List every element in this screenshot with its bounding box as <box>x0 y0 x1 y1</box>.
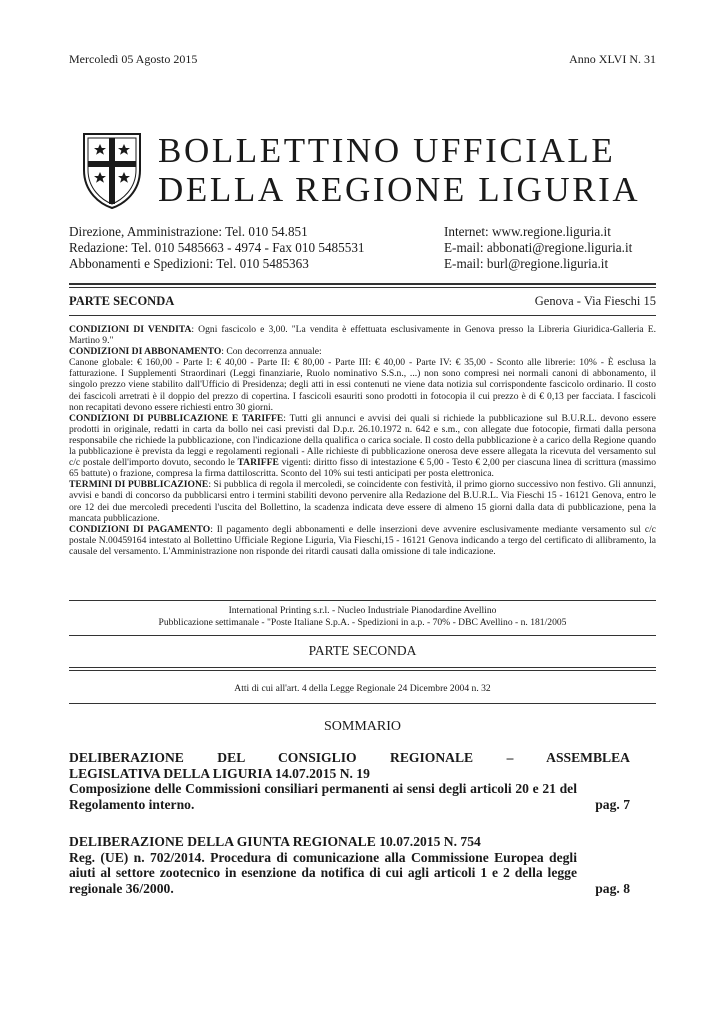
divider <box>69 670 656 671</box>
contacts-right <box>444 224 656 272</box>
atti-note: Atti di cui all'art. 4 della Legge Regionale 24 Dicembre 2004 n. 32 <box>234 683 491 694</box>
condition-termini <box>69 479 656 523</box>
condition-pagamento <box>69 524 656 557</box>
bulletin-title <box>158 131 640 209</box>
divider <box>69 667 656 668</box>
entry-page-ref[interactable]: pag. 7 <box>595 796 630 812</box>
condition-text: : Si pubblica di regola il mercoledì, se coincidente con festività, il primo giorno successivo non festivo. Gli annunzi, avvisi e bandi di concorso da pubblicarsi entro i termini stabiliti devono pervenire alla Redazione del B.U.R.L. Via Fieschi 15 - 16121 Genova, entro le ore 12 dei due mercoledì precedenti l'uscita del Bollettino, la scadenza indicata deve essere di almeno 15 giorni dalla data di pubblicazione, pena la mancata pubblicazione. <box>69 479 656 524</box>
condition-text: vigenti: diritto fisso di intestazione € 5,00 - Testo € 2,00 per ciascuna linea di scrittura (massimo 65 battute) o frazione, compresa la firma dattiloscritta. Sconto del 10% sui testi anticipati per posta elettronica. <box>69 457 656 480</box>
condition-text: : Tutti gli annunci e avvisi dei quali si richiede la pubblicazione sul B.U.R.L. devono essere prodotti in originale, redatti in carta da bollo nei casi previsti dal D.p.r. 26.10.1972 n. 642 e s.m., con allegate due fotocopie, firmati dalla persona responsabile che richiede la pubblicazione, con l'indicazione della qualifica o carica sociale. Il costo della pubblicazione è a carico della Regione quando la pubblicazione è prevista da leggi e regolamenti regionali - Alle richieste di pubblicazione onerosa deve essere allegata la ricevuta del versamento sul c/c postale dell'importo dovuto, secondo le <box>69 412 656 469</box>
publication-line: Pubblicazione settimanale - "Poste Italiane S.p.A. - Spedizioni in a.p. - 70% - DBC Avellino - n. 181/2005 <box>158 617 567 628</box>
printing-info <box>69 605 656 629</box>
condition-text: : Ogni fascicolo e 3,00. "La vendita è effettuata esclusivamente in Genova presso la Libreria Giuridica-Galleria E. Martino 9." <box>69 324 656 347</box>
condition-abbonamento <box>69 346 656 357</box>
masthead <box>78 130 640 210</box>
printer-line: International Printing s.r.l. - Nucleo Industriale Pianodardine Avellino <box>228 605 497 616</box>
issue-date: Mercoledì 05 Agosto 2015 <box>69 52 198 66</box>
section-title: PARTE SECONDA <box>308 643 417 658</box>
divider <box>69 287 656 288</box>
entry-heading: LEGISLATIVA DELLA LIGURIA 14.07.2015 N. 19 <box>69 765 370 781</box>
condition-label: TERMINI DI PUBBLICAZIONE <box>69 479 209 491</box>
contact-direzione: Direzione, Amministrazione: Tel. 010 54.851 <box>69 224 308 239</box>
contact-email-abbonati: E-mail: abbonati@regione.liguria.it <box>444 240 633 255</box>
title-line-1: BOLLETTINO UFFICIALE <box>158 131 616 170</box>
entry-description: Reg. (UE) n. 702/2014. Procedura di comunicazione alla Commissione Europea degli aiuti al settore zootecnico in esenzione da notifica di cui agli articoli 1 e 2 della legge regionale 36/2000. <box>69 849 577 896</box>
sommario-entry[interactable] <box>69 834 630 896</box>
condition-label: CONDIZIONI DI PAGAMENTO <box>69 523 211 535</box>
entry-description-row <box>69 850 630 897</box>
condition-label: CONDIZIONI DI VENDITA <box>69 324 192 335</box>
address-label: Genova - Via Fieschi 15 <box>534 294 656 308</box>
title-line-2: DELLA REGIONE LIGURIA <box>158 170 641 209</box>
contact-email-burl: E-mail: burl@regione.liguria.it <box>444 256 609 271</box>
parte-label: PARTE SECONDA <box>69 294 175 308</box>
condition-pubblicazione <box>69 413 656 480</box>
divider <box>69 703 656 704</box>
condition-abbonamento-body: Canone globale: € 160,00 - Parte I: € 40,00 - Parte II: € 80,00 - Parte III: € 40,00 - Parte IV: € 35,00 - Sconto alle librerie: 10% - È esclusa la fatturazione. I Supplementi Straordinari (Leggi finanziarie, Ruolo nominativo S.S.n., ...) non sono compresi nei normali canoni di abbonamento, il singolo prezzo viene stabilito dall'Ufficio di Presidenza; degli atti in essi contenuti ne viene data notizia sul corrispondente fascicolo ordinario. Il costo dei fascicoli arretrati è il doppio del prezzo di copertina. I fascicoli esauriti sono prodotti in fotocopia il cui prezzo è di € 0,13 per facciata. I fascicoli non recapitati devono essere richiesti entro 30 giorni. <box>69 357 656 413</box>
condition-label: CONDIZIONI DI PUBBLICAZIONE E TARIFFE <box>69 412 284 424</box>
condition-label: TARIFFE <box>237 457 279 469</box>
divider <box>69 315 656 316</box>
entry-page-ref[interactable]: pag. 8 <box>595 880 630 896</box>
entry-description: Composizione delle Commissioni consiliari permanenti ai sensi degli articoli 20 e 21 del Regolamento interno. <box>69 781 577 812</box>
entry-heading: DELIBERAZIONE DEL CONSIGLIO REGIONALE – ASSEMBLEA <box>69 750 630 765</box>
region-liguria-emblem-icon <box>78 130 146 210</box>
contact-abbonamenti: Abbonamenti e Spedizioni: Tel. 010 5485363 <box>69 256 309 271</box>
contacts-left <box>69 224 365 272</box>
divider <box>69 635 656 636</box>
sommario-title: SOMMARIO <box>323 719 401 734</box>
conditions-block <box>69 324 656 557</box>
contacts-block <box>69 224 656 272</box>
entry-heading: DELIBERAZIONE DELLA GIUNTA REGIONALE 10.07.2015 N. 754 <box>69 834 481 849</box>
condition-label: CONDIZIONI DI ABBONAMENTO <box>69 346 222 358</box>
contact-internet: Internet: www.regione.liguria.it <box>444 224 611 239</box>
entry-description-row <box>69 781 630 812</box>
condition-text: : Il pagamento degli abbonamenti e delle inserzioni deve avvenire esclusivamente mediante versamento sul c/c postale N.00459164 intestato al Bollettino Ufficiale Regione Liguria, Via Fieschi,15 - 16121 Genova indicando a tergo del certificato di allibramento, la causale del versamento. L'Amministrazione non risponde dei ritardi causati dalla omissione di tale indicazione. <box>69 523 656 557</box>
parte-bar <box>69 294 656 309</box>
condition-vendita <box>69 324 656 346</box>
divider <box>69 600 656 601</box>
sommario-entry[interactable] <box>69 750 630 812</box>
divider <box>69 283 656 285</box>
contact-redazione: Redazione: Tel. 010 5485663 - 4974 - Fax 010 5485531 <box>69 240 365 255</box>
condition-text: : Con decorrenza annuale: <box>221 346 322 358</box>
issue-number: Anno XLVI N. 31 <box>569 52 656 66</box>
header-line <box>69 52 656 67</box>
